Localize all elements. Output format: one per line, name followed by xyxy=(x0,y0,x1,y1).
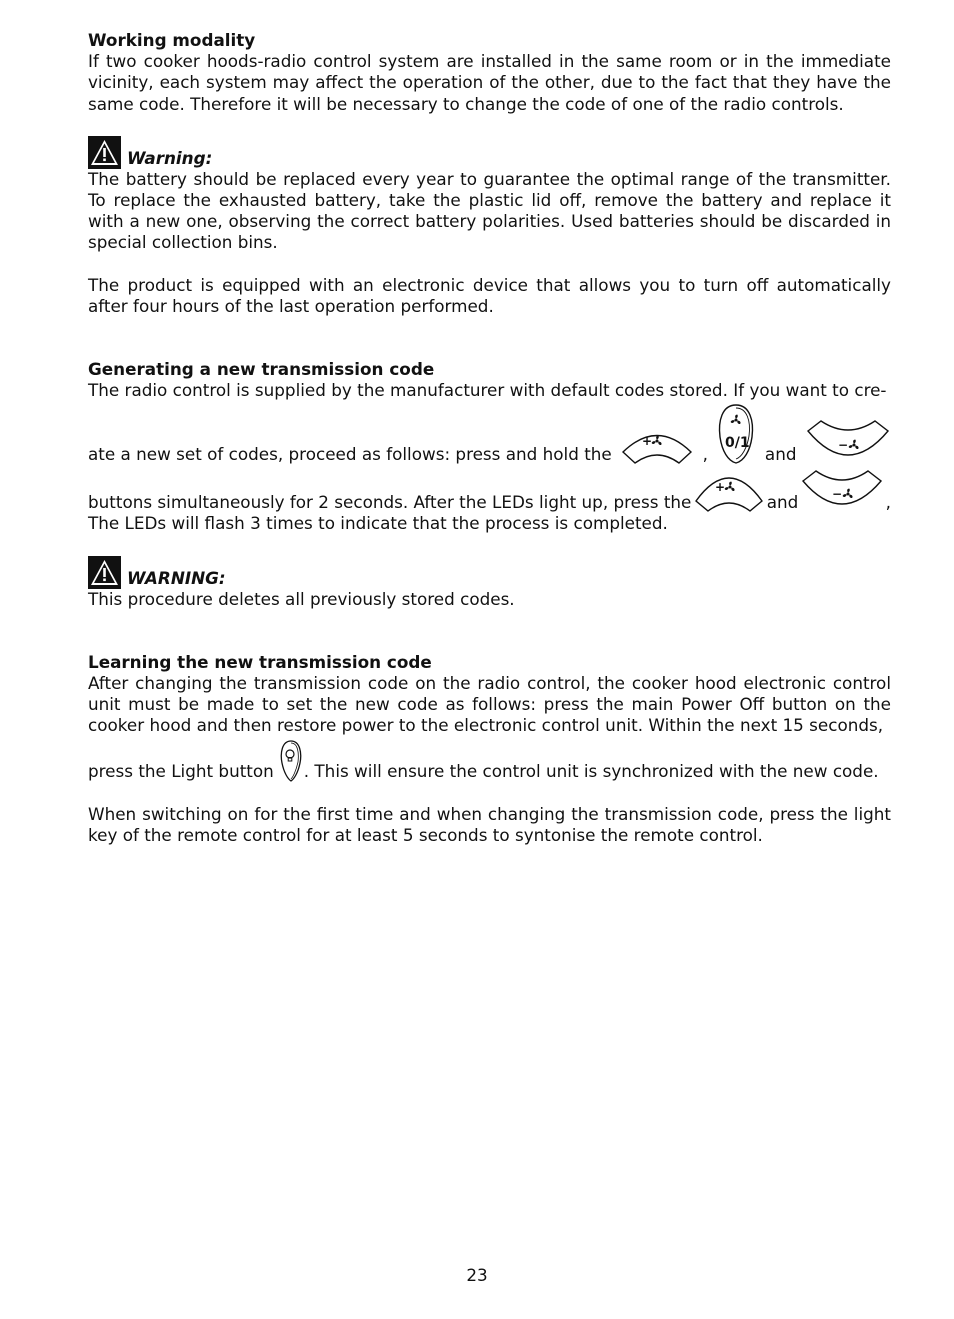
power-button-icon xyxy=(716,403,756,465)
learning-code-text: After changing the transmission code on the radio control, the cooker hood electronic control unit must be made to set the new code as follows: press the main Power Off button on the cooker hood and then restore power to the electronic control unit. Within the next 15 seconds, xyxy=(88,673,891,736)
generating-line2-text-a: ate a new set of codes, proceed as follows: press and hold the xyxy=(88,444,612,465)
generating-line3-and: and xyxy=(766,492,799,513)
generating-line2-comma: , xyxy=(702,444,708,465)
fan-minus-sign: − xyxy=(837,438,848,453)
fan-minus-sign: − xyxy=(831,487,843,502)
fan-plus-sign: + xyxy=(642,434,653,449)
auto-off-text: The product is equipped with an electronic device that allows you to turn off automatically after four hours of the last operation performed. xyxy=(88,274,891,316)
working-modality-text: If two cooker hoods-radio control system are installed in the same room or in the immediate vicinity, each system may affect the operation of the other, due to the fact that they have the same code. Therefore it will be necessary to change the code of one of the radio controls. xyxy=(88,51,891,114)
first-switch-on-text: When switching on for the first time and when changing the transmission code, press the light key of the remote control for at least 5 seconds to syntonise the remote control. xyxy=(88,803,891,845)
warning-triangle-icon xyxy=(88,136,121,169)
generating-line3-comma: , xyxy=(885,492,891,513)
generating-line2-and: and xyxy=(764,444,797,465)
learning-line-text-a: press the Light button xyxy=(88,761,274,782)
generating-line3-text-a: buttons simultaneously for 2 seconds. After the LEDs light up, press the xyxy=(88,492,692,513)
fan-plus-sign: + xyxy=(715,480,726,495)
fan-plus-button-icon xyxy=(620,427,694,465)
learning-code-light-line xyxy=(88,739,891,783)
page-number: 23 xyxy=(466,1265,488,1285)
battery-warning-text: The battery should be replaced every year to guarantee the optimal range of the transmitter. To replace the exhausted battery, take the plastic lid off, remove the battery and replace it with a new one, observing the correct battery polarities. Used batteries should be discarded in special collection bins. xyxy=(88,168,891,253)
generating-code-line2 xyxy=(88,403,891,465)
power-label: 0/1 xyxy=(725,435,751,452)
warning-label: WARNING: xyxy=(127,567,226,588)
fan-plus-button-icon xyxy=(693,475,765,513)
light-button-icon xyxy=(278,739,304,783)
learning-code-heading: Learning the new transmission code xyxy=(88,651,432,672)
generating-code-line3 xyxy=(88,469,891,513)
working-modality-heading: Working modality xyxy=(88,30,256,50)
fan-minus-button-icon xyxy=(800,469,884,513)
warning-label: Warning: xyxy=(127,147,213,168)
generating-code-line1: The radio control is supplied by the manufacturer with default codes stored. If you want to cre- xyxy=(88,380,887,401)
generating-code-line4: The LEDs will flash 3 times to indicate that the process is completed. xyxy=(88,513,668,534)
learning-line-text-b: . This will ensure the control unit is synchronized with the new code. xyxy=(303,761,879,782)
fan-minus-button-icon xyxy=(805,419,891,465)
procedure-warning-text: This procedure deletes all previously stored codes. xyxy=(88,588,515,609)
warning-triangle-icon xyxy=(88,556,121,589)
generating-code-heading: Generating a new transmission code xyxy=(88,359,435,380)
document-page xyxy=(88,30,891,846)
warning-header xyxy=(88,136,891,169)
warning-header xyxy=(88,556,891,589)
